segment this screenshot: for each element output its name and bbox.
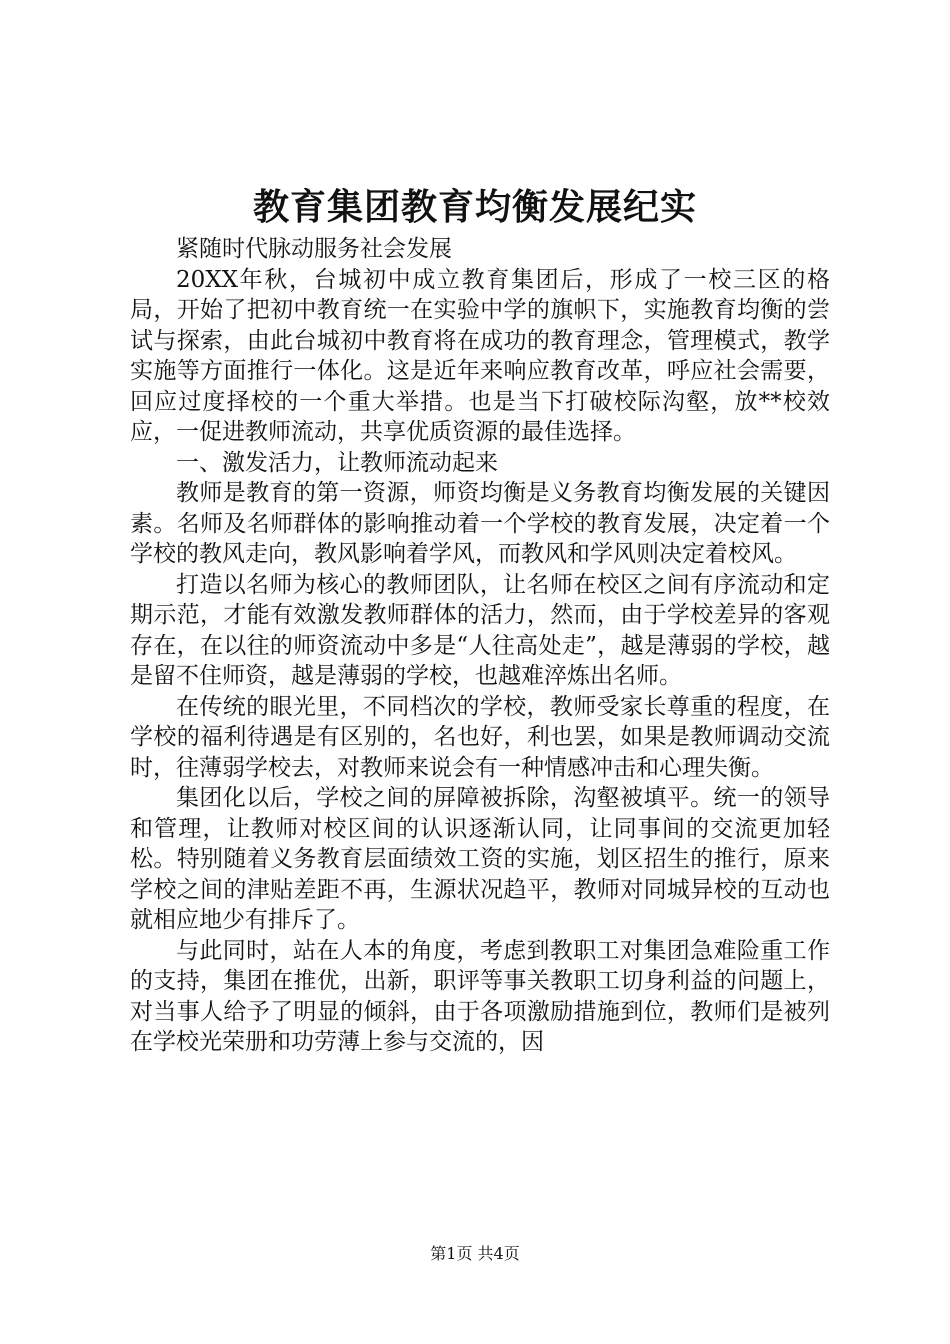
paragraph-subtitle: 紧随时代脉动服务社会发展 [176, 236, 452, 262]
paragraph: 打造以名师为核心的教师团队，让名师在校区之间有序流动和定期示范，才能有效激发教师群体的活力，然而，由于学校差异的客观存在，在以往的师资流动中多是“人往高处走”，越是薄弱的学校，越是留不住师资，越是薄弱的学校，也越难淬炼出名师。 [130, 571, 830, 689]
paragraph-intro: 20XX年秋，台城初中成立教育集团后，形成了一校三区的格局，开始了把初中教育统一在实验中学的旗帜下，实施教育均衡的尝试与探索，由此台城初中教育将在成功的教育理念，管理模式，教学实施等方面推行一体化。这是近年来响应教育改革，呼应社会需要，回应过度择校的一个重大举措。也是当下打破校际沟壑，放**校效应，一促进教师流动，共享优质资源的最佳选择。 [130, 266, 830, 445]
paragraph: 集团化以后，学校之间的屏障被拆除，沟壑被填平。统一的领导和管理，让教师对校区间的认识逐渐认同，让同事间的交流更加轻松。特别随着义务教育层面绩效工资的实施，划区招生的推行，原来学校之间的津贴差距不再，生源状况趋平，教师对同城异校的互动也就相应地少有排斥了。 [130, 785, 830, 933]
page-footer: 第1页 共4页 [430, 1244, 520, 1263]
document-body [130, 234, 830, 1058]
paragraph: 教师是教育的第一资源，师资均衡是义务教育均衡发展的关键因素。名师及名师群体的影响推动着一个学校的教育发展，决定着一个学校的教风走向，教风影响着学风，而教风和学风则决定着校风。 [130, 480, 830, 567]
document-title: 教育集团教育均衡发展纪实 [252, 187, 697, 229]
section-heading-1: 一、激发活力，让教师流动起来 [176, 449, 498, 476]
paragraph: 在传统的眼光里，不同档次的学校，教师受家长尊重的程度，在学校的福利待遇是有区别的，名也好，利也罢，如果是教师调动交流时，往薄弱学校去，对教师来说会有一种情感冲击和心理失衡。 [130, 693, 830, 781]
paragraph: 与此同时，站在人本的角度，考虑到教职工对集团急难险重工作的支持，集团在推优，出新，职评等事关教职工切身利益的问题上，对当事人给予了明显的倾斜，由于各项激励措施到位，教师们是被列在学校光荣册和功劳薄上参与交流的，因 [130, 937, 830, 1055]
